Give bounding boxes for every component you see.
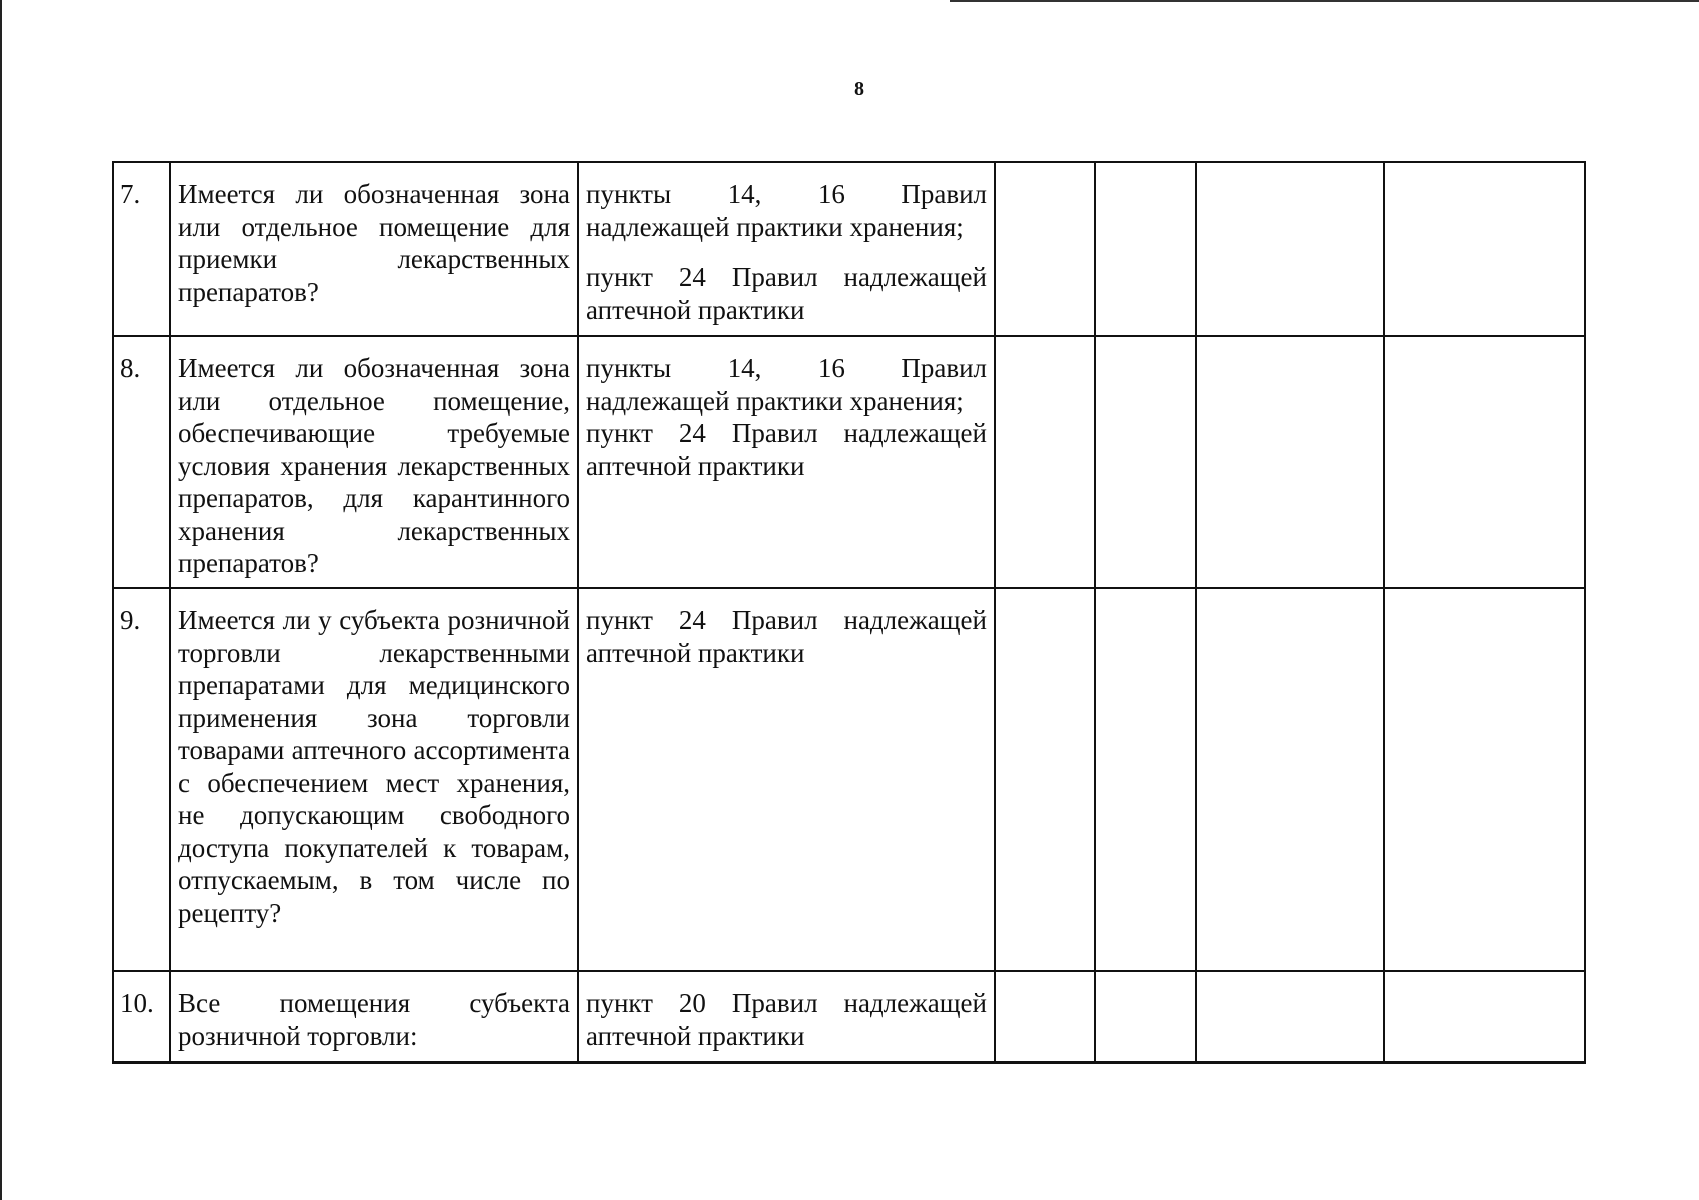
- table-row: [113, 588, 1585, 971]
- notes-cell[interactable]: [1384, 588, 1585, 971]
- answer-cell-no[interactable]: [1095, 971, 1196, 1063]
- table-row: [113, 971, 1585, 1063]
- row-number: 7.: [113, 162, 170, 336]
- answer-cell-not-applicable[interactable]: [1196, 336, 1384, 588]
- table-row: [113, 336, 1585, 588]
- answer-cell-not-applicable[interactable]: [1196, 588, 1384, 971]
- notes-cell[interactable]: [1384, 162, 1585, 336]
- page-number: 8: [854, 78, 864, 100]
- reference-text: пункт 24 Правил надлежащей аптечной практики: [586, 605, 987, 668]
- table-row: [113, 162, 1585, 336]
- question-cell: Имеется ли обозначенная зона или отдельное помещение, обеспечивающие требуемые условия хранения лекарственных препаратов, для карантинного хранения лекарственных препаратов?: [170, 336, 578, 588]
- notes-cell[interactable]: [1384, 336, 1585, 588]
- answer-cell-no[interactable]: [1095, 336, 1196, 588]
- answer-cell-not-applicable[interactable]: [1196, 971, 1384, 1063]
- row-number: 9.: [113, 588, 170, 971]
- reference-spacer: [586, 243, 987, 261]
- reference-cell: [578, 336, 995, 588]
- answer-cell-no[interactable]: [1095, 588, 1196, 971]
- answer-cell-yes[interactable]: [995, 588, 1095, 971]
- reference-text: пункт 20 Правил надлежащей аптечной практики: [586, 988, 987, 1051]
- reference-cell: [578, 162, 995, 336]
- reference-cell: [578, 971, 995, 1063]
- answer-cell-yes[interactable]: [995, 162, 1095, 336]
- reference-text: пункты 14, 16 Правил надлежащей практики хранения;: [586, 353, 987, 416]
- question-cell: Все помещения субъекта розничной торговли:: [170, 971, 578, 1063]
- reference-text: пункт 24 Правил надлежащей аптечной практики: [586, 262, 987, 325]
- answer-cell-not-applicable[interactable]: [1196, 162, 1384, 336]
- answer-cell-yes[interactable]: [995, 971, 1095, 1063]
- answer-cell-no[interactable]: [1095, 162, 1196, 336]
- notes-cell[interactable]: [1384, 971, 1585, 1063]
- row-number: 10.: [113, 971, 170, 1063]
- scan-border-top: [950, 0, 1699, 2]
- scan-border-left: [0, 0, 2, 1200]
- reference-cell: [578, 588, 995, 971]
- question-cell: Имеется ли у субъекта розничной торговли лекарственными препаратами для медицинского применения зона торговли товарами аптечного ассортимента с обеспечением мест хранения, не допускающим свободного доступа покупателей к товарам, отпускаемым, в том числе по рецепту?: [170, 588, 578, 971]
- reference-text: пункты 14, 16 Правил надлежащей практики хранения;: [586, 179, 987, 242]
- row-number: 8.: [113, 336, 170, 588]
- question-cell: Имеется ли обозначенная зона или отдельное помещение для приемки лекарственных препаратов?: [170, 162, 578, 336]
- checklist-table: [112, 161, 1586, 1064]
- answer-cell-yes[interactable]: [995, 336, 1095, 588]
- reference-text: пункт 24 Правил надлежащей аптечной практики: [586, 418, 987, 481]
